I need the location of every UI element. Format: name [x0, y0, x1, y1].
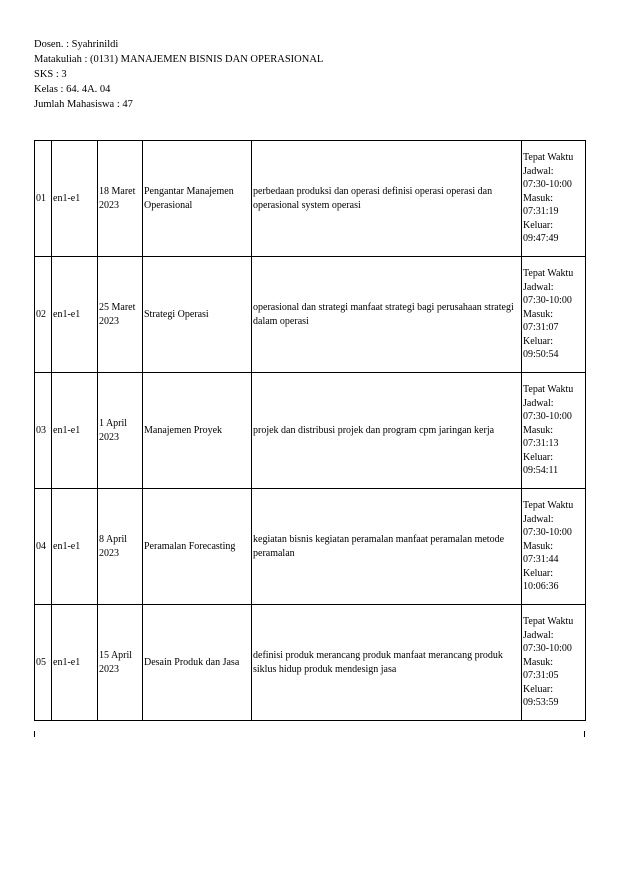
attendance-status	[522, 489, 586, 605]
status-label: Tepat Waktu	[523, 384, 574, 396]
check-out-label: Keluar:	[523, 219, 553, 231]
meeting-date: 18 Maret 2023	[98, 141, 143, 257]
meeting-description: kegiatan bisnis kegiatan peramalan manfaat peramalan metode peramalan	[252, 489, 522, 605]
attendance-status	[522, 605, 586, 721]
check-in-label: Masuk:	[523, 656, 553, 668]
status-label: Tepat Waktu	[523, 268, 574, 280]
table-row	[35, 257, 586, 373]
schedule-time: 07:30-10:00	[523, 411, 572, 423]
course-name: Matakuliah : (0131) MANAJEMEN BISNIS DAN OPERASIONAL	[34, 54, 324, 65]
check-in-label: Masuk:	[523, 192, 553, 204]
room-code: en1-e1	[52, 373, 98, 489]
table-continuation	[34, 731, 585, 737]
check-out-time: 10:06:36	[523, 581, 559, 593]
meeting-description: perbedaan produksi dan operasi definisi operasi operasi dan operasional system operasi	[252, 141, 522, 257]
meeting-number: 04	[35, 489, 52, 605]
meeting-number: 05	[35, 605, 52, 721]
meeting-topic: Manajemen Proyek	[143, 373, 252, 489]
schedule-label: Jadwal:	[523, 629, 554, 641]
check-in-time: 07:31:07	[523, 322, 559, 334]
meeting-topic: Desain Produk dan Jasa	[143, 605, 252, 721]
schedule-label: Jadwal:	[523, 397, 554, 409]
meeting-topic: Peramalan Forecasting	[143, 489, 252, 605]
schedule-label: Jadwal:	[523, 513, 554, 525]
meeting-number: 03	[35, 373, 52, 489]
attendance-status	[522, 373, 586, 489]
check-in-time: 07:31:05	[523, 670, 559, 682]
meeting-date: 25 Maret 2023	[98, 257, 143, 373]
meeting-description: definisi produk merancang produk manfaat merancang produk siklus hidup produk mendesign jasa	[252, 605, 522, 721]
room-code: en1-e1	[52, 141, 98, 257]
schedule-label: Jadwal:	[523, 165, 554, 177]
check-out-time: 09:54:11	[523, 465, 559, 477]
meeting-description: projek dan distribusi projek dan program cpm jaringan kerja	[252, 373, 522, 489]
table-row	[35, 489, 586, 605]
status-label: Tepat Waktu	[523, 616, 574, 628]
meeting-date: 1 April 2023	[98, 373, 143, 489]
status-label: Tepat Waktu	[523, 500, 574, 512]
check-in-label: Masuk:	[523, 540, 553, 552]
room-code: en1-e1	[52, 605, 98, 721]
status-label: Tepat Waktu	[523, 152, 574, 164]
check-in-label: Masuk:	[523, 424, 553, 436]
meeting-topic: Strategi Operasi	[143, 257, 252, 373]
check-in-label: Masuk:	[523, 308, 553, 320]
meeting-date: 8 April 2023	[98, 489, 143, 605]
lecturer-name: Dosen. : Syahrinildi	[34, 39, 119, 50]
check-out-label: Keluar:	[523, 567, 553, 579]
schedule-time: 07:30-10:00	[523, 295, 572, 307]
check-in-time: 07:31:19	[523, 206, 559, 218]
table-row	[35, 141, 586, 257]
course-header	[34, 37, 323, 112]
meeting-topic: Pengantar Manajemen Operasional	[143, 141, 252, 257]
check-out-label: Keluar:	[523, 683, 553, 695]
table-row	[35, 605, 586, 721]
room-code: en1-e1	[52, 489, 98, 605]
schedule-time: 07:30-10:00	[523, 527, 572, 539]
check-out-label: Keluar:	[523, 451, 553, 463]
schedule-time: 07:30-10:00	[523, 643, 572, 655]
student-count: Jumlah Mahasiswa : 47	[34, 99, 133, 110]
check-in-time: 07:31:44	[523, 554, 559, 566]
class-code: Kelas : 64. 4A. 04	[34, 84, 111, 95]
check-out-time: 09:53:59	[523, 697, 559, 709]
schedule-label: Jadwal:	[523, 281, 554, 293]
check-out-time: 09:50:54	[523, 349, 559, 361]
meeting-number: 02	[35, 257, 52, 373]
check-in-time: 07:31:13	[523, 438, 559, 450]
meeting-number: 01	[35, 141, 52, 257]
room-code: en1-e1	[52, 257, 98, 373]
table-row	[35, 373, 586, 489]
meeting-date: 15 April 2023	[98, 605, 143, 721]
check-out-label: Keluar:	[523, 335, 553, 347]
credit-units: SKS : 3	[34, 69, 67, 80]
check-out-time: 09:47:49	[523, 233, 559, 245]
meeting-description: operasional dan strategi manfaat strategi bagi perusahaan strategi dalam operasi	[252, 257, 522, 373]
attendance-status	[522, 257, 586, 373]
attendance-table	[34, 140, 586, 721]
schedule-time: 07:30-10:00	[523, 179, 572, 191]
attendance-status	[522, 141, 586, 257]
